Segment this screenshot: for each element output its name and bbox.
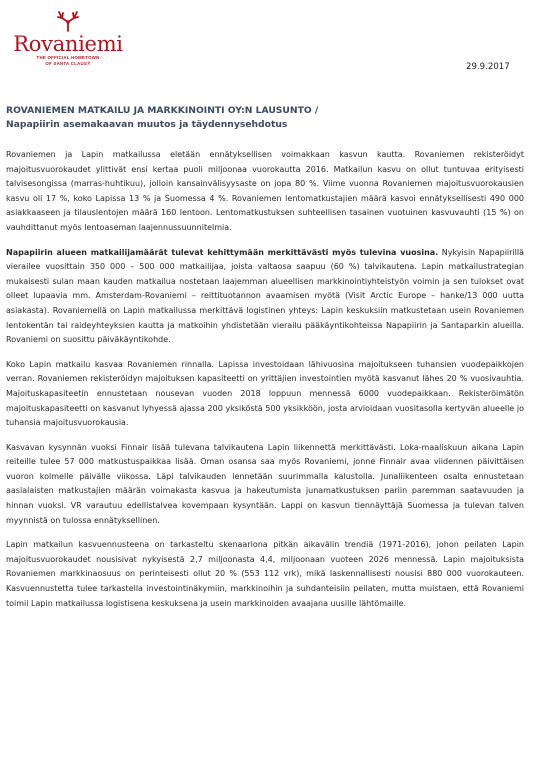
document-date: 29.9.2017 xyxy=(466,62,510,72)
reindeer-antler-icon xyxy=(55,10,81,32)
document-body xyxy=(6,148,524,621)
brand-tagline-1: THE OFFICIAL HOMETOWN xyxy=(36,55,100,60)
paragraph-3: Koko Lapin matkailu kasvaa Rovaniemen rinnalla. Lapissa investoidaan lähivuosina majoitukseen tuhansien vuodepaikkojen verran. Rovaniemen rekisteröidyn majoituksen kapasiteetti on yrittäjien investointien myötä kasvanut lähes 20 % vuosivauhtia. Majoituskapasiteetin ennustetaan nousevan vuoden 2018 loppuun mennessä 6000 vuodepaikkaan. Rekisteröimätön majoituskapasiteetti on kasvanut lyhyessä ajassa 200 yksiköstä 500 yksikköön, josta arvioidaan vuositasolla kertyvän alueelle jo tuhansia majoitusvuorokausia. xyxy=(6,359,524,428)
title-line-1: ROVANIEMEN MATKAILU JA MARKKINOINTI OY:N LAUSUNTO / xyxy=(6,105,319,116)
brand-name: Rovaniemi xyxy=(13,32,123,56)
document-title xyxy=(6,104,524,132)
paragraph-2 xyxy=(6,246,524,348)
brand-tagline-2: OF SANTA CLAUS® xyxy=(45,60,91,66)
paragraph-4: Kasvavan kysynnän vuoksi Finnair lisää tulevana talvikautena Lapin liikennettä merkittävästi. Loka-maaliskuun aikana Lapin reiteille tulee 57 000 matkustuspaikkaa lisää. Oman osansa saa myös Rovaniemi, jonne Finnair avaa viidennen päivittäisen vuoron kolmelle päivälle viikossa. Läpi talvikauden lennetään suurimmalla kalustolla. Junaliikenteen osalta ennustetaan aasialaisten matkustajien määrän voimakasta kasvua ja hakeutumista junamatkustuksen pariin paremman saatavuuden ja hinnan vuoksi. VR varautuu edellistalvea kovempaan kysyntään. Lappi on kasvun tiennäyttäjä Suomessa ja tulevan talven myynnistä on tulossa ennätyksellinen. xyxy=(6,442,524,525)
rovaniemi-logo xyxy=(8,10,128,66)
paragraph-5: Lapin matkailun kasvuennusteena on tarkasteltu skenaariona pitkän aikavälin trendiä (1971-2016), johon peilaten Lapin majoitusvuorokaudet nousisivat nykyisestä 2,7 miljoonasta 4,4, miljoonaan vuoteen 2026 mennessä. Lapin majoituksista Rovaniemen markkinaosuus on perinteisesti ollut 20 % (553 112 vrk), mikä laskennallisesti nousisi 880 000 vuorokauteen. Kasvuennustetta tulee tarkastella investointinäkymiin, markkinoihin ja suhdanteisiin peilaten, mutta muistaen, että Rovaniemi toimii Lapin matkailussa logistisena keskuksena ja usein markkinoiden avaajana uusille lähtömaille. xyxy=(6,540,524,608)
paragraph-1: Rovaniemen ja Lapin matkailussa eletään ennätyksellisen voimakkaan kasvun kautta. Rovaniemen rekisteröidyt majoitusvuorokaudet ylittivät ensi kertaa puoli miljoonaa vuorokautta 2016. Matkailun kasvu on ollut tuntuvaa erityisesti talvisesongissa (marras-huhtikuu), jolloin kansainvälisyysaste on jopa 80 %. Viime vuonna Rovaniemen majoitusvuorokausien kasvu oli 17 %, koko Lapissa 13 % ja Suomessa 4 %. Rovaniemen lentomatkustajien määrä kasvoi ennätyksellisesti 490 000 asiakkaaseen ja tilauslentojen määrä 160 lentoon. Lentomatkustuksen suhteellisen tasainen vuotuinen kasvuvauhti (15 %) on vauhdittanut myös lentoaseman laajennussuunnitelmia. xyxy=(6,150,524,232)
paragraph-2-lead: Napapiirin alueen matkailijamäärät tulevat kehittymään merkittävästi myös tulevina vuosina. xyxy=(6,247,439,257)
title-line-2: Napapiirin asemakaavan muutos ja täydennysehdotus xyxy=(6,119,288,130)
paragraph-2-text: Nykyisin Napapiirillä vierailee vuosittain 350 000 – 500 000 matkailijaa, joista valtaosa saapuu (60 %) talvikautena. Lapin matkailustrategian mukaisesti sulan maan kauden matkailua nostetaan laajemman alueellisen markkinointiyhteistyön voimin ja sen tulokset ovat olleet lupaavia mm. Amsterdam-Rovaniemi – reittituotannon avaamisen myötä (Visit Arctic Europe – hanke/13 000 uutta asiakasta). Rovaniemellä on Lapin matkailussa merkittävä logistinen yhteys: Lapin keskuksiin matkustetaan usein Rovaniemen lentokentän tai raideyhteyksien kautta ja matkoihin yhdistetään vierailu pääkäyntikohteissa Napapiirin ja Santaparkin alueilla. Rovaniemi on suosittu päiväkäyntikohde. xyxy=(6,247,524,345)
